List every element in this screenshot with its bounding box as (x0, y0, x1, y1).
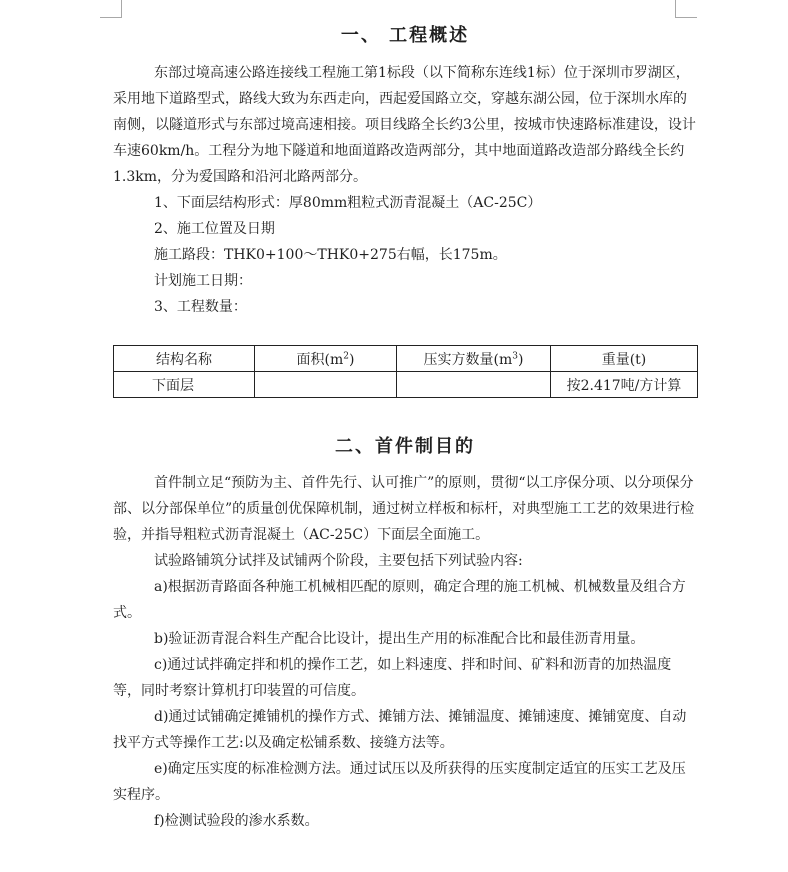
table-cell: 按2.417吨/方计算 (551, 372, 698, 398)
section1-intro-paragraph: 东部过境高速公路连接线工程施工第1标段（以下简称东连线1标）位于深圳市罗湖区，采用地下道路型式，路线大致为东西走向，西起爱国路立交，穿越东湖公园，位于深圳水库的南侧，以隧道形式与东部过境高速相接。项目线路全长约3公里，按城市快速路标准建设，设计车速60km/h。工程分为地下隧道和地面道路改造两部分，其中地面道路改造部分路线全长约1.3km，分为爱国路和沿河北路两部分。 (113, 65, 696, 185)
test-item-b: b)验证沥青混合料生产配合比设计，提出生产用的标准配合比和最佳沥青用量。 (154, 631, 645, 647)
section-location-line: 施工路段：THK0+100～THK0+275右幅，长175m。 (154, 247, 507, 263)
section1-body (113, 60, 697, 320)
crop-mark-top-left-vertical (121, 0, 122, 17)
crop-mark-top-left-horizontal (100, 17, 122, 18)
test-item-d: d)通过试铺确定摊铺机的操作方式、摊铺方法、摊铺温度、摊铺速度、摊铺宽度、自动找平方式等操作工艺:以及确定松铺系数、接缝方法等。 (113, 709, 687, 751)
test-item-f: f)检测试验段的渗水系数。 (154, 813, 319, 829)
section1-heading: 一、 工程概述 (340, 25, 470, 46)
section2-paragraph-1: 首件制立足“预防为主、首件先行、认可推广”的原则，贯彻“以工序保分项、以分项保分部、以分部保单位”的质量创优保障机制，通过树立样板和标杆，对典型施工工艺的效果进行检验，并指导粗粒式沥青混凝土（AC-25C）下面层全面施工。 (113, 475, 695, 543)
table-header-cell: 压实方数量$(m^3)$ (397, 346, 551, 372)
table-header-row (114, 346, 698, 372)
section2-paragraph-2: 试验路铺筑分试拌及试铺两个阶段，主要包括下列试验内容: (154, 553, 523, 569)
test-item-e: e)确定压实度的标准检测方法。通过试压以及所获得的压实度制定适宜的压实工艺及压实程序。 (113, 761, 686, 803)
item1-line: 1、下面层结构形式：厚80mm粗粒式沥青混凝土（AC-25C） (154, 195, 542, 211)
section2-body (113, 470, 697, 834)
planned-date-line: 计划施工日期： (154, 273, 252, 289)
table-cell (255, 372, 397, 398)
item2-line: 2、施工位置及日期 (154, 221, 275, 237)
quantity-table (113, 345, 698, 398)
section2-heading: 二、首件制目的 (335, 436, 475, 457)
table-header-cell: 面积$(m^2)$ (255, 346, 397, 372)
table-row (114, 372, 698, 398)
table-header-cell: 结构名称 (114, 346, 255, 372)
table-cell: 下面层 (114, 372, 255, 398)
test-item-c: c)通过试拌确定拌和机的操作工艺，如上料速度、拌和时间、矿料和沥青的加热温度等，同时考察计算机打印装置的可信度。 (113, 657, 672, 699)
crop-mark-top-right-vertical (675, 0, 676, 17)
test-item-a: a)根据沥青路面各种施工机械相匹配的原则，确定合理的施工机械、机械数量及组合方式。 (113, 579, 686, 621)
item3-line: 3、工程数量： (154, 299, 247, 315)
crop-mark-top-right-horizontal (675, 17, 697, 18)
table-header-cell: 重量(t) (551, 346, 698, 372)
table-cell (397, 372, 551, 398)
